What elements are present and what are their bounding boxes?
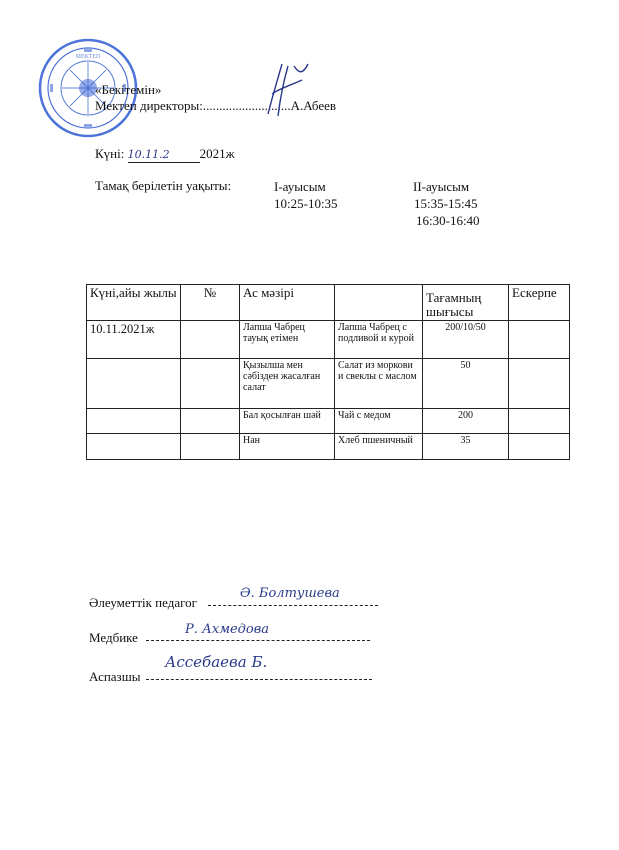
row-num xyxy=(181,321,240,359)
table-row xyxy=(87,359,570,409)
shift1-name: І-ауысым xyxy=(274,179,326,194)
row-menu-kz: Бал қосылған шәй xyxy=(240,409,335,434)
social-pedagog-line xyxy=(208,605,378,606)
social-pedagog-label: Әлеуметтік педагог xyxy=(89,595,197,610)
director-dots: ........................... xyxy=(202,98,291,113)
row-num xyxy=(181,409,240,434)
meal-time-label: Тамақ берілетін уақыты: xyxy=(95,178,232,193)
social-pedagog-signature: Ә. Болтушева xyxy=(240,586,340,601)
nurse-signature: Р. Ахмедова xyxy=(185,622,270,637)
director-label: Мектеп директоры: xyxy=(95,98,203,113)
table-row xyxy=(87,321,570,359)
header-empty xyxy=(335,285,423,321)
date-label: Күні: xyxy=(95,146,125,161)
shift1-time: 10:25-10:35 xyxy=(274,196,338,211)
row-output: 200 xyxy=(423,409,509,434)
row-note xyxy=(509,434,570,460)
stamp-text: МЕКТЕП xyxy=(75,54,101,60)
approval-title: «Бекітемін» xyxy=(95,82,162,97)
row-note xyxy=(509,359,570,409)
cook-line xyxy=(146,679,372,680)
date-line xyxy=(95,146,235,163)
row-output: 35 xyxy=(423,434,509,460)
row-date xyxy=(87,434,181,460)
row-date xyxy=(87,409,181,434)
table-header-row xyxy=(87,285,570,321)
header-number: № xyxy=(181,285,240,321)
row-num xyxy=(181,359,240,409)
cook-signature: Ассебаева Б. xyxy=(165,653,268,671)
row-menu-ru: Салат из моркови и свеклы с маслом xyxy=(335,359,423,409)
shift2-name: ІІ-ауысым xyxy=(413,179,470,194)
cook-label: Аспазшы xyxy=(89,669,141,684)
director-signature xyxy=(258,58,318,120)
row-menu-ru: Лапша Чабрец с подливой и курой xyxy=(335,321,423,359)
row-menu-kz: Қызылша мен сәбізден жасалған салат xyxy=(240,359,335,409)
row-output: 200/10/50 xyxy=(423,321,509,359)
menu-table xyxy=(86,284,570,460)
row-output: 50 xyxy=(423,359,509,409)
header-date: Күні,айы жылы xyxy=(87,285,181,321)
row-menu-kz: Лапша Чабрец тауық етімен xyxy=(240,321,335,359)
row-num xyxy=(181,434,240,460)
header-output: Тағамның шығысы xyxy=(423,285,509,321)
row-menu-ru: Чай с медом xyxy=(335,409,423,434)
shift2-time1: 15:35-15:45 xyxy=(414,196,478,211)
row-menu-kz: Нан xyxy=(240,434,335,460)
row-note xyxy=(509,409,570,434)
row-date: 10.11.2021ж xyxy=(87,321,181,359)
nurse-line xyxy=(146,640,370,641)
nurse-label: Медбике xyxy=(89,630,138,645)
row-date xyxy=(87,359,181,409)
header-menu: Ас мәзірі xyxy=(240,285,335,321)
header-note: Ескерпе xyxy=(509,285,570,321)
date-handwritten: 10.11.2 xyxy=(128,147,200,163)
date-year: 2021ж xyxy=(199,146,235,161)
row-menu-ru: Хлеб пшеничный xyxy=(335,434,423,460)
table-row xyxy=(87,434,570,460)
row-note xyxy=(509,321,570,359)
shift2-time2: 16:30-16:40 xyxy=(416,213,480,228)
director-name: А.Абеев xyxy=(290,98,337,113)
table-row xyxy=(87,409,570,434)
